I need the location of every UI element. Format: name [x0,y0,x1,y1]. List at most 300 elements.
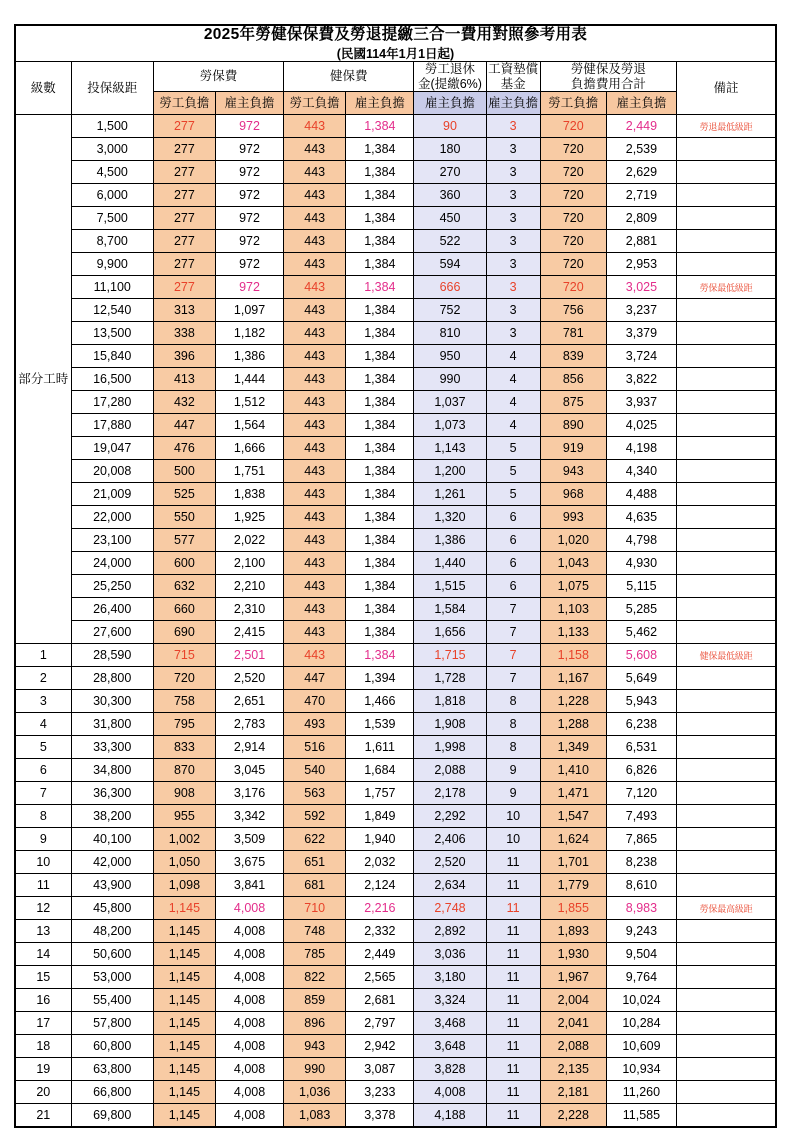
cell-total-employer: 3,937 [606,390,676,413]
header-total-line1: 勞健保及勞退 [570,62,646,77]
cell-remark [677,344,776,367]
cell-health-employer: 2,124 [346,873,414,896]
cell-pension-employer: 180 [414,137,486,160]
cell-total-employer: 5,115 [606,574,676,597]
cell-health-employer: 2,797 [346,1011,414,1034]
cell-pension-employer: 1,908 [414,712,486,735]
cell-health-employer: 1,384 [346,229,414,252]
remark-text: 勞保最高級距 [699,903,753,914]
cell-labor-employee: 277 [153,229,215,252]
cell-total-employer: 2,449 [606,114,676,137]
cell-labor-employer: 972 [215,229,283,252]
cell-remark [677,919,776,942]
cell-remark [677,574,776,597]
cell-bracket: 48,200 [71,919,153,942]
cell-labor-employee: 476 [153,436,215,459]
cell-total-employee: 1,167 [540,666,606,689]
cell-wage-fund-employer: 11 [486,873,540,896]
cell-health-employer: 1,384 [346,114,414,137]
table-row [15,666,776,689]
cell-bracket: 36,300 [71,781,153,804]
cell-bracket: 31,800 [71,712,153,735]
cell-labor-employee: 1,098 [153,873,215,896]
cell-total-employee: 1,893 [540,919,606,942]
table-body [15,114,776,1127]
cell-bracket: 38,200 [71,804,153,827]
cell-grade: 19 [15,1057,71,1080]
cell-health-employer: 1,384 [346,574,414,597]
cell-health-employee: 443 [284,298,346,321]
cell-labor-employee: 1,145 [153,942,215,965]
cell-wage-fund-employer: 3 [486,160,540,183]
cell-health-employer: 2,032 [346,850,414,873]
cell-total-employee: 1,410 [540,758,606,781]
cell-bracket: 30,300 [71,689,153,712]
cell-wage-fund-employer: 11 [486,965,540,988]
cell-remark [677,137,776,160]
cell-wage-fund-employer: 7 [486,666,540,689]
cell-health-employee: 443 [284,229,346,252]
section-label-part-time: 部分工時 [15,114,71,643]
cell-bracket: 1,500 [71,114,153,137]
cell-pension-employer: 1,143 [414,436,486,459]
cell-labor-employee: 577 [153,528,215,551]
cell-labor-employee: 632 [153,574,215,597]
cell-health-employee: 443 [284,367,346,390]
cell-health-employee: 710 [284,896,346,919]
cell-wage-fund-employer: 7 [486,620,540,643]
cell-wage-fund-employer: 3 [486,137,540,160]
cell-bracket: 4,500 [71,160,153,183]
cell-health-employer: 1,384 [346,344,414,367]
cell-health-employee: 470 [284,689,346,712]
cell-bracket: 24,000 [71,551,153,574]
header-remark: 備註 [677,62,776,115]
cell-pension-employer: 990 [414,367,486,390]
cell-health-employer: 1,384 [346,206,414,229]
header-wage-fund-line1: 工資墊償 [488,62,539,77]
cell-labor-employee: 1,050 [153,850,215,873]
cell-total-employer: 7,865 [606,827,676,850]
cell-grade: 5 [15,735,71,758]
cell-bracket: 12,540 [71,298,153,321]
cell-labor-employee: 600 [153,551,215,574]
cell-labor-employee: 313 [153,298,215,321]
cell-health-employee: 443 [284,620,346,643]
cell-grade: 21 [15,1103,71,1127]
cell-remark [677,781,776,804]
cell-labor-employer: 4,008 [215,1103,283,1127]
cell-total-employer: 3,025 [606,275,676,298]
cell-pension-employer: 2,634 [414,873,486,896]
table-subtitle: (民國114年1月1日起) [336,46,455,61]
cell-remark [677,1011,776,1034]
cell-wage-fund-employer: 4 [486,413,540,436]
cell-labor-employee: 277 [153,183,215,206]
cell-total-employee: 968 [540,482,606,505]
header-wage-fund [486,62,540,92]
header-labor-employer: 雇主負擔 [215,91,283,114]
cell-labor-employee: 277 [153,160,215,183]
cell-health-employee: 443 [284,574,346,597]
cell-total-employee: 1,043 [540,551,606,574]
cell-total-employer: 3,379 [606,321,676,344]
cell-total-employer: 11,585 [606,1103,676,1127]
cell-bracket: 15,840 [71,344,153,367]
remark-text: 勞退最低級距 [699,121,753,132]
cell-labor-employee: 955 [153,804,215,827]
cell-remark [677,988,776,1011]
cell-total-employee: 890 [540,413,606,436]
cell-labor-employee: 1,145 [153,896,215,919]
cell-total-employee: 856 [540,367,606,390]
cell-health-employer: 2,565 [346,965,414,988]
cell-health-employee: 748 [284,919,346,942]
cell-labor-employee: 413 [153,367,215,390]
header-total-line2: 負擔費用合計 [570,76,646,91]
cell-total-employee: 720 [540,206,606,229]
cell-total-employer: 11,260 [606,1080,676,1103]
cell-labor-employer: 1,666 [215,436,283,459]
cell-labor-employer: 972 [215,275,283,298]
cell-bracket: 34,800 [71,758,153,781]
cell-total-employee: 2,004 [540,988,606,1011]
cell-grade: 2 [15,666,71,689]
cell-health-employee: 896 [284,1011,346,1034]
cell-total-employee: 720 [540,114,606,137]
cell-pension-employer: 1,515 [414,574,486,597]
cell-labor-employer: 3,045 [215,758,283,781]
table-row [15,229,776,252]
header-pension-employer: 雇主負擔 [414,91,486,114]
cell-total-employee: 2,181 [540,1080,606,1103]
cell-health-employer: 2,449 [346,942,414,965]
cell-total-employee: 1,471 [540,781,606,804]
cell-wage-fund-employer: 11 [486,1011,540,1034]
cell-labor-employer: 2,914 [215,735,283,758]
table-row [15,390,776,413]
cell-bracket: 28,800 [71,666,153,689]
cell-total-employer: 2,809 [606,206,676,229]
cell-total-employer: 8,238 [606,850,676,873]
cell-labor-employer: 4,008 [215,942,283,965]
table-row [15,1034,776,1057]
cell-labor-employee: 720 [153,666,215,689]
cell-remark [677,436,776,459]
cell-wage-fund-employer: 4 [486,344,540,367]
cell-total-employer: 3,822 [606,367,676,390]
cell-labor-employer: 1,182 [215,321,283,344]
cell-bracket: 9,900 [71,252,153,275]
cell-total-employee: 1,624 [540,827,606,850]
cell-total-employee: 1,967 [540,965,606,988]
cell-wage-fund-employer: 4 [486,390,540,413]
header-wage-fund-line2: 基金 [500,76,526,91]
title-row [15,25,776,62]
cell-bracket: 17,880 [71,413,153,436]
cell-wage-fund-employer: 3 [486,252,540,275]
table-row [15,114,776,137]
table-row [15,988,776,1011]
cell-labor-employer: 4,008 [215,1034,283,1057]
cell-bracket: 23,100 [71,528,153,551]
header-pension-line2: 金(提繳6%) [418,76,482,91]
cell-total-employee: 720 [540,137,606,160]
cell-wage-fund-employer: 6 [486,551,540,574]
cell-grade: 18 [15,1034,71,1057]
cell-labor-employer: 4,008 [215,988,283,1011]
cell-labor-employee: 277 [153,206,215,229]
cell-pension-employer: 2,292 [414,804,486,827]
cell-health-employer: 2,216 [346,896,414,919]
cell-bracket: 40,100 [71,827,153,850]
cell-remark [677,965,776,988]
cell-pension-employer: 1,584 [414,597,486,620]
cell-labor-employer: 4,008 [215,1057,283,1080]
cell-pension-employer: 360 [414,183,486,206]
cell-total-employer: 10,284 [606,1011,676,1034]
cell-total-employee: 1,133 [540,620,606,643]
cell-total-employer: 6,531 [606,735,676,758]
table-row [15,643,776,666]
table-row [15,1057,776,1080]
cell-total-employer: 9,504 [606,942,676,965]
cell-pension-employer: 1,200 [414,459,486,482]
cell-health-employee: 443 [284,275,346,298]
cell-labor-employer: 3,176 [215,781,283,804]
cell-labor-employer: 2,100 [215,551,283,574]
table-row [15,1103,776,1127]
cell-health-employer: 1,384 [346,505,414,528]
cell-bracket: 63,800 [71,1057,153,1080]
cell-wage-fund-employer: 11 [486,1080,540,1103]
cell-health-employee: 443 [284,436,346,459]
cell-total-employee: 839 [540,344,606,367]
cell-labor-employer: 4,008 [215,896,283,919]
cell-wage-fund-employer: 11 [486,850,540,873]
cell-wage-fund-employer: 5 [486,459,540,482]
table-row [15,551,776,574]
cell-pension-employer: 4,188 [414,1103,486,1127]
cell-bracket: 69,800 [71,1103,153,1127]
cell-bracket: 55,400 [71,988,153,1011]
cell-total-employee: 1,103 [540,597,606,620]
cell-remark [677,229,776,252]
cell-labor-employee: 338 [153,321,215,344]
cell-pension-employer: 3,036 [414,942,486,965]
cell-total-employee: 1,288 [540,712,606,735]
cell-health-employee: 443 [284,505,346,528]
cell-grade: 15 [15,965,71,988]
cell-wage-fund-employer: 11 [486,896,540,919]
cell-pension-employer: 1,386 [414,528,486,551]
cell-bracket: 3,000 [71,137,153,160]
cell-pension-employer: 4,008 [414,1080,486,1103]
cell-wage-fund-employer: 3 [486,275,540,298]
cell-total-employee: 781 [540,321,606,344]
cell-bracket: 8,700 [71,229,153,252]
table-row [15,689,776,712]
cell-total-employer: 5,649 [606,666,676,689]
cell-grade: 7 [15,781,71,804]
cell-wage-fund-employer: 8 [486,689,540,712]
cell-labor-employer: 972 [215,114,283,137]
cell-bracket: 26,400 [71,597,153,620]
table-row [15,137,776,160]
table-row [15,160,776,183]
cell-total-employee: 2,088 [540,1034,606,1057]
cell-labor-employer: 972 [215,252,283,275]
cell-health-employee: 443 [284,459,346,482]
cell-pension-employer: 1,440 [414,551,486,574]
cell-labor-employer: 3,841 [215,873,283,896]
cell-total-employee: 1,228 [540,689,606,712]
cell-grade: 11 [15,873,71,896]
cell-wage-fund-employer: 3 [486,298,540,321]
cell-total-employer: 2,629 [606,160,676,183]
cell-wage-fund-employer: 4 [486,367,540,390]
cell-health-employer: 1,466 [346,689,414,712]
cell-health-employer: 1,384 [346,551,414,574]
cell-total-employer: 10,609 [606,1034,676,1057]
table-title-cell [15,25,776,62]
cell-health-employer: 1,940 [346,827,414,850]
cell-labor-employee: 1,145 [153,1034,215,1057]
cell-health-employee: 859 [284,988,346,1011]
cell-health-employee: 443 [284,413,346,436]
cell-health-employee: 681 [284,873,346,896]
cell-labor-employer: 2,501 [215,643,283,666]
header-health-insurance: 健保費 [284,62,414,92]
cell-wage-fund-employer: 10 [486,804,540,827]
cell-total-employee: 1,158 [540,643,606,666]
cell-remark [677,482,776,505]
cell-bracket: 60,800 [71,1034,153,1057]
cell-labor-employer: 4,008 [215,965,283,988]
cell-bracket: 19,047 [71,436,153,459]
cell-total-employer: 9,764 [606,965,676,988]
cell-health-employee: 443 [284,160,346,183]
cell-labor-employer: 3,342 [215,804,283,827]
cell-health-employer: 1,384 [346,528,414,551]
table-row [15,183,776,206]
cell-wage-fund-employer: 3 [486,114,540,137]
cell-health-employee: 443 [284,643,346,666]
cell-bracket: 11,100 [71,275,153,298]
cell-total-employer: 4,198 [606,436,676,459]
cell-remark [677,390,776,413]
cell-total-employer: 6,826 [606,758,676,781]
cell-labor-employer: 972 [215,183,283,206]
cell-total-employer: 7,493 [606,804,676,827]
cell-labor-employer: 3,675 [215,850,283,873]
cell-health-employee: 1,083 [284,1103,346,1127]
cell-remark-note [677,114,776,137]
cell-labor-employee: 660 [153,597,215,620]
cell-pension-employer: 1,320 [414,505,486,528]
cell-health-employer: 3,233 [346,1080,414,1103]
cell-remark [677,620,776,643]
cell-grade: 17 [15,1011,71,1034]
cell-bracket: 53,000 [71,965,153,988]
table-row [15,965,776,988]
table-row [15,252,776,275]
cell-labor-employee: 690 [153,620,215,643]
cell-health-employer: 1,384 [346,482,414,505]
table-row [15,758,776,781]
header-pension-line1: 勞工退休 [424,62,475,77]
cell-health-employer: 1,384 [346,137,414,160]
cell-remark [677,1103,776,1127]
cell-total-employee: 875 [540,390,606,413]
cell-health-employee: 447 [284,666,346,689]
cell-health-employee: 443 [284,597,346,620]
cell-health-employee: 443 [284,482,346,505]
cell-pension-employer: 3,648 [414,1034,486,1057]
cell-total-employee: 720 [540,252,606,275]
cell-pension-employer: 1,728 [414,666,486,689]
cell-total-employee: 2,041 [540,1011,606,1034]
cell-labor-employer: 972 [215,160,283,183]
cell-wage-fund-employer: 3 [486,183,540,206]
cell-bracket: 17,280 [71,390,153,413]
cell-total-employee: 1,349 [540,735,606,758]
table-row [15,482,776,505]
cell-grade: 16 [15,988,71,1011]
cell-health-employee: 443 [284,252,346,275]
cell-bracket: 6,000 [71,183,153,206]
cell-wage-fund-employer: 6 [486,528,540,551]
cell-labor-employee: 758 [153,689,215,712]
cell-pension-employer: 3,324 [414,988,486,1011]
cell-health-employer: 2,332 [346,919,414,942]
cell-grade: 8 [15,804,71,827]
cell-pension-employer: 2,748 [414,896,486,919]
table-row [15,827,776,850]
cell-pension-employer: 522 [414,229,486,252]
cell-bracket: 21,009 [71,482,153,505]
cell-total-employer: 2,719 [606,183,676,206]
cell-bracket: 42,000 [71,850,153,873]
cell-grade: 14 [15,942,71,965]
table-title: 2025年勞健保保費及勞退提繳三合一費用對照參考用表 [203,26,588,43]
cell-wage-fund-employer: 9 [486,758,540,781]
cell-total-employer: 2,953 [606,252,676,275]
cell-total-employer: 9,243 [606,919,676,942]
cell-grade: 12 [15,896,71,919]
cell-labor-employee: 447 [153,413,215,436]
cell-total-employee: 943 [540,459,606,482]
cell-wage-fund-employer: 6 [486,574,540,597]
table-row [15,597,776,620]
cell-pension-employer: 3,180 [414,965,486,988]
cell-wage-fund-employer: 11 [486,1057,540,1080]
table-row [15,735,776,758]
cell-grade: 20 [15,1080,71,1103]
table-row [15,712,776,735]
cell-bracket: 13,500 [71,321,153,344]
cell-total-employer: 2,881 [606,229,676,252]
cell-labor-employee: 277 [153,137,215,160]
cell-total-employee: 919 [540,436,606,459]
cell-remark [677,206,776,229]
cell-health-employee: 443 [284,390,346,413]
cell-pension-employer: 2,406 [414,827,486,850]
table-row [15,942,776,965]
cell-bracket: 45,800 [71,896,153,919]
cell-bracket: 27,600 [71,620,153,643]
cell-health-employee: 443 [284,528,346,551]
